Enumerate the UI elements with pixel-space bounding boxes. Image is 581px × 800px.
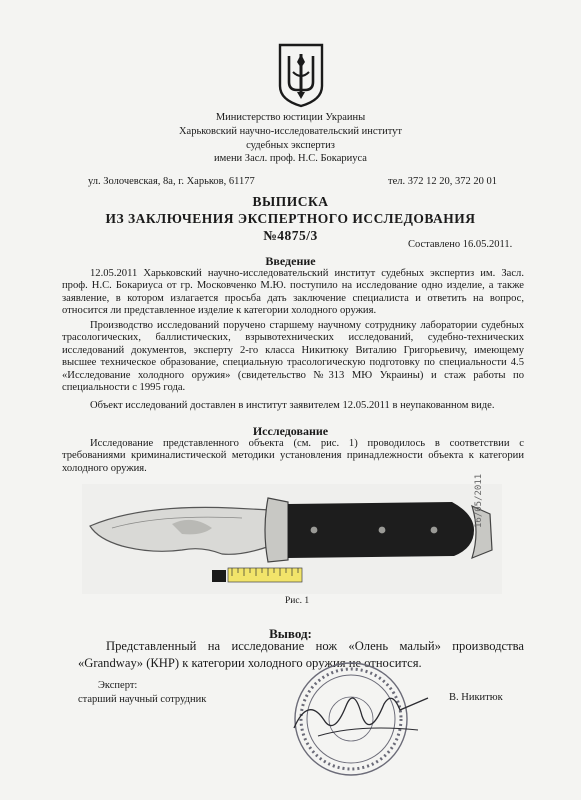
intro-paragraph-3: Объект исследований доставлен в институт заявителем 12.05.2011 в неупакованном виде.: [90, 400, 495, 411]
intro-paragraph-1: 12.05.2011 Харьковский научно-исследовательский институт судебных экспертиз им. Засл. проф. Н.С. Бокариуса от гр. Московченко М.Ю. поступило на исследование одно изделие, а также заявление, в котором излагается просьба дать заключение специалиста и ответить на вопрос, относится ли представленное изделие к категории холодного оружия.: [62, 268, 524, 317]
institute-honorific: имени Засл. проф. Н.С. Бокариуса: [214, 153, 367, 164]
expert-position: старший научный сотрудник: [78, 694, 207, 705]
research-paragraph: Исследование представленного объекта (см. рис. 1) проводилось в соответствии с требованиями криминалистической методики установления принадлежности объекта к категории холодного оружия.: [62, 438, 524, 474]
intro-heading: Введение: [265, 254, 316, 268]
conclusion-heading: Вывод:: [269, 626, 312, 641]
institute-name: Харьковский научно-исследовательский институт: [178, 126, 403, 137]
institute-phone: тел. 372 12 20, 372 20 01: [388, 176, 497, 187]
institute-address: ул. Золочевская, 8а, г. Харьков, 61177: [88, 176, 255, 187]
signature-icon: [288, 676, 438, 746]
intro-paragraph-2: Производство исследований поручено старшему научному сотруднику лаборатории судебных трасологических, баллистических, взрывотехнических исследований, судебно-технических исследований документов, эксперту 2-го класса Никитюку Виталию Григорьевичу, имеющему высшее техническое образование, специальную трасологическую подготовку по специальности 4.5 «Исследование холодного оружия» (свидетельство №313 МЮ Украины) и стаж работы по специальности с 1995 года.: [62, 320, 524, 394]
knife-photo: [82, 473, 502, 594]
figure-caption: Рис. 1: [285, 596, 310, 606]
doc-date: Составлено 16.05.2011.: [408, 239, 513, 250]
expert-name: В. Никитюк: [449, 692, 503, 703]
expert-label: Эксперт:: [98, 680, 138, 691]
institute-subtitle: судебных экспертиз: [246, 140, 335, 151]
doc-number: №4875/3: [263, 228, 318, 243]
conclusion-text: Представленный на исследование нож «Олень малый» производства «Grandway» (КНР) к категории холодного оружия не относится.: [78, 639, 524, 670]
ministry-name: Министерство юстиции Украины: [215, 112, 366, 123]
research-heading: Исследование: [252, 424, 329, 438]
trident-emblem-icon: [277, 42, 325, 108]
ruler-scale-icon: [212, 568, 302, 582]
photo-date-stamp: 16/05/2011: [474, 473, 484, 528]
doc-subtitle: ИЗ ЗАКЛЮЧЕНИЯ ЭКСПЕРТНОГО ИССЛЕДОВАНИЯ: [105, 211, 476, 226]
doc-title: ВЫПИСКА: [252, 194, 329, 209]
